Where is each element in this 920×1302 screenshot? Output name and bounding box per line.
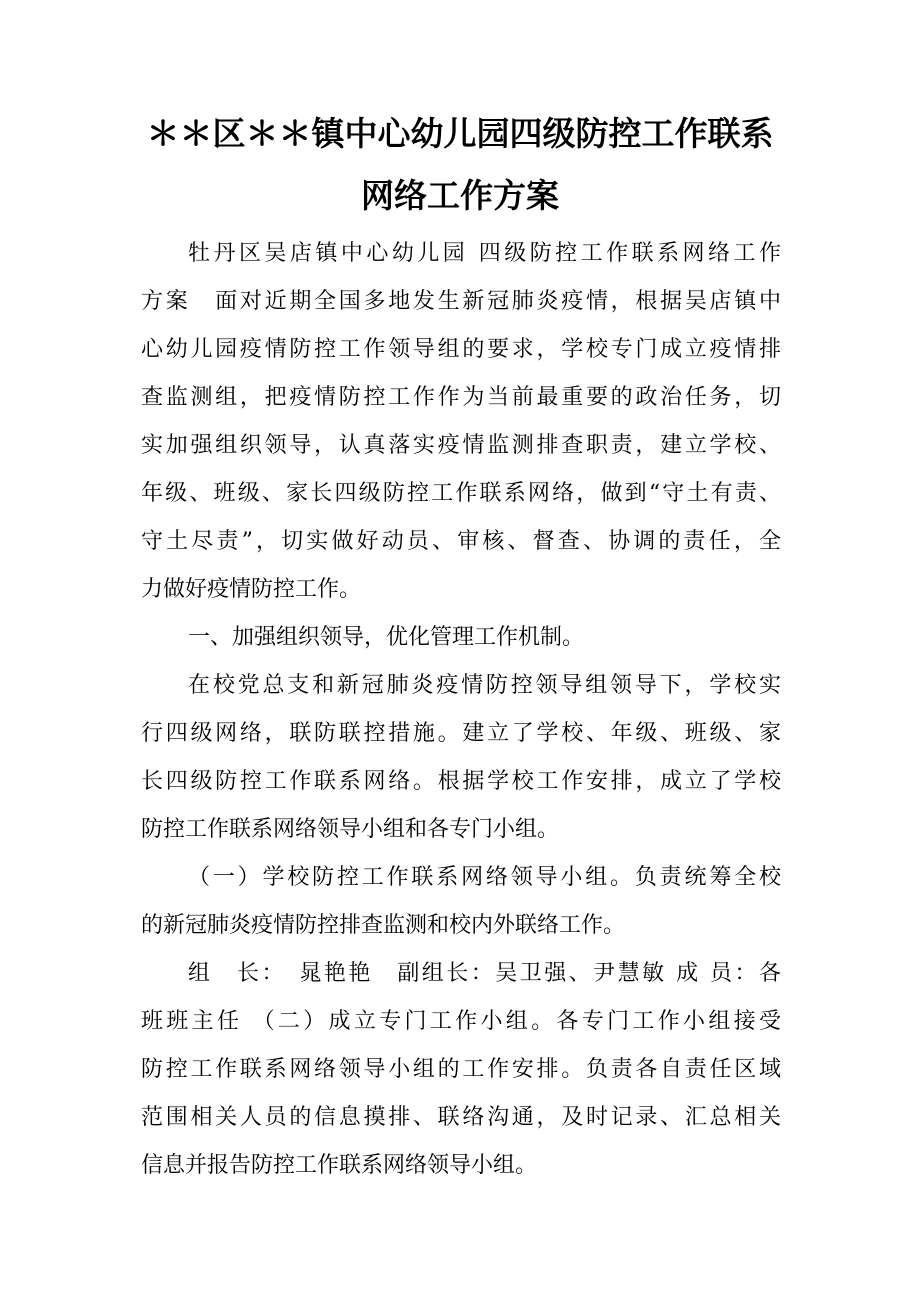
body-text-line: 实加强组织领导，认真落实疫情监测排查职责，建立学校、 bbox=[141, 433, 781, 458]
document-title-line-2: 网络工作方案 bbox=[361, 176, 559, 215]
section-heading: 一、加强组织领导，优化管理工作机制。 bbox=[188, 625, 585, 650]
body-text-line: 守土尽责”，切实做好动员、审核、督查、协调的责任，全 bbox=[141, 529, 781, 554]
document-title-line-1: ＊＊区＊＊镇中心幼儿园四级防控工作联系 bbox=[146, 114, 774, 153]
subsection-line: （一）学校防控工作联系网络领导小组。负责统筹全校 bbox=[188, 865, 781, 890]
body-text-line: 防控工作联系网络领导小组和各专门小组。 bbox=[141, 817, 560, 842]
body-text-line: 行四级网络，联防联控措施。建立了学校、年级、班级、家 bbox=[141, 721, 781, 746]
body-text-line: 查监测组，把疫情防控工作作为当前最重要的政治任务，切 bbox=[141, 385, 781, 410]
group-members-line: 组 长： 晁艳艳 副组长：吴卫强、尹慧敏 成 员：各 bbox=[188, 961, 781, 986]
body-text-line: 的新冠肺炎疫情防控排查监测和校内外联络工作。 bbox=[141, 913, 626, 938]
body-text-line: 在校党总支和新冠肺炎疫情防控领导组领导下，学校实 bbox=[188, 673, 781, 698]
body-text-line: 方案 面对近期全国多地发生新冠肺炎疫情，根据吴店镇中 bbox=[141, 289, 781, 314]
body-text-line: 力做好疫情防控工作。 bbox=[141, 577, 362, 602]
body-text-line: 年级、班级、家长四级防控工作联系网络，做到“守土有责、 bbox=[141, 481, 781, 506]
body-text-line: 信息并报告防控工作联系网络领导小组。 bbox=[141, 1153, 538, 1178]
body-text-line: 长四级防控工作联系网络。根据学校工作安排，成立了学校 bbox=[141, 769, 781, 794]
body-text-line: 班班主任 （二）成立专门工作小组。各专门工作小组接受 bbox=[141, 1009, 781, 1034]
body-text-line: 心幼儿园疫情防控工作领导组的要求，学校专门成立疫情排 bbox=[141, 337, 781, 362]
body-text-line: 防控工作联系网络领导小组的工作安排。负责各自责任区域 bbox=[141, 1057, 781, 1082]
body-text-line: 范围相关人员的信息摸排、联络沟通，及时记录、汇总相关 bbox=[141, 1105, 781, 1130]
body-text-line: 牡丹区吴店镇中心幼儿园 四级防控工作联系网络工作 bbox=[188, 241, 781, 266]
